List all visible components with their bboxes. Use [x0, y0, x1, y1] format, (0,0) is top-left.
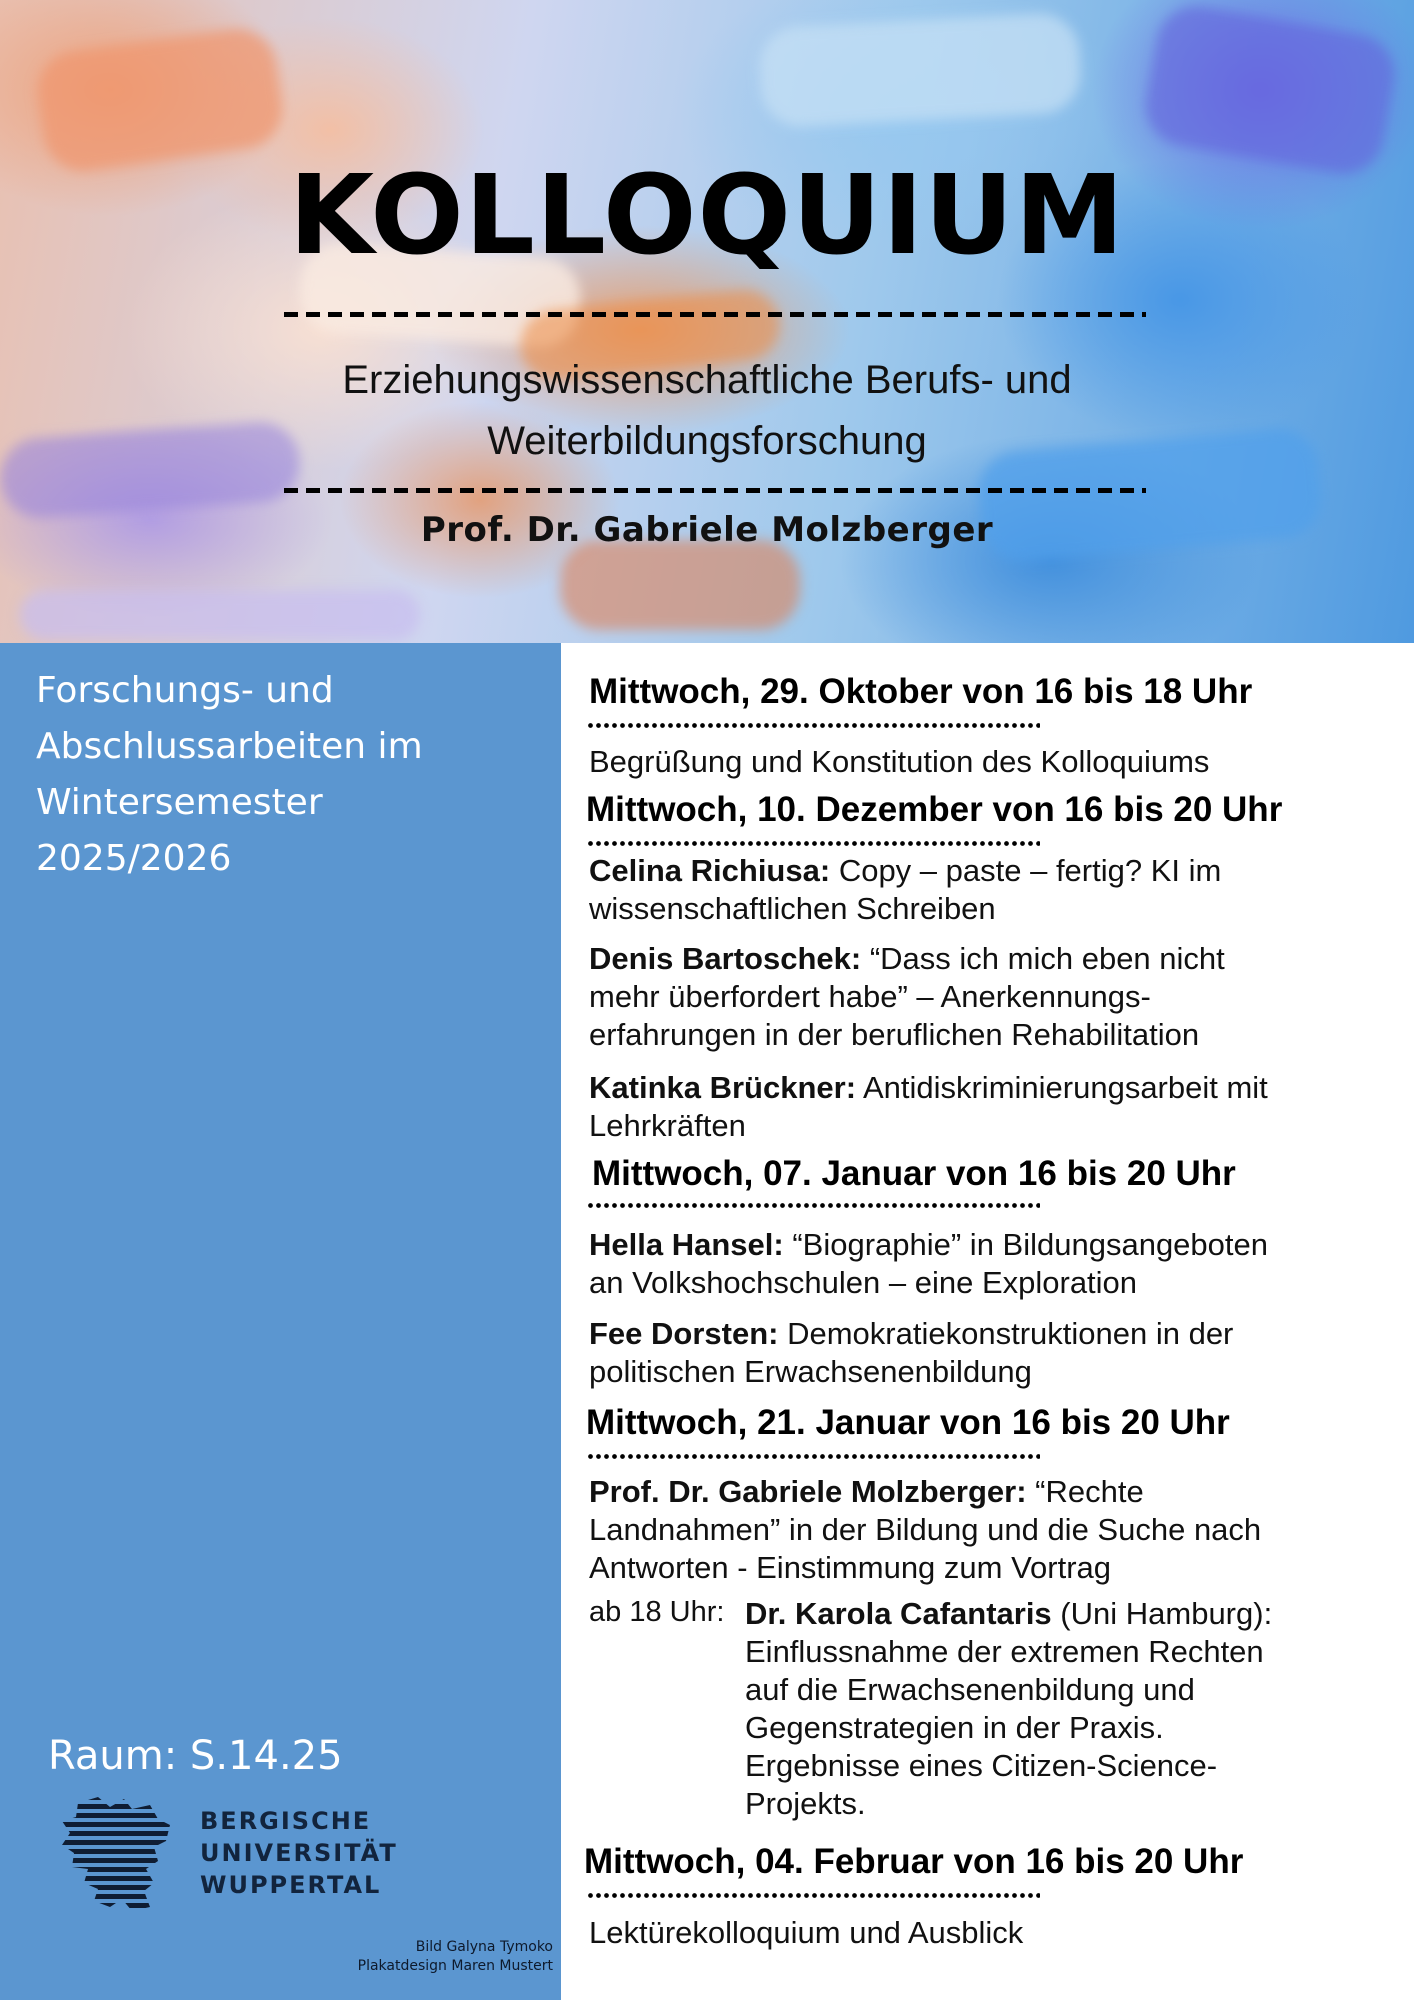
- talk-title: mehr überfordert habe” – Anerkennungs-: [589, 979, 1151, 1014]
- lion-logo-icon: [58, 1795, 176, 1915]
- talk-entry: [589, 1069, 1389, 1145]
- talk-title: Demokratiekonstruktionen in der: [787, 1316, 1234, 1351]
- date-underline: [588, 841, 1040, 846]
- talk-title: wissenschaftlichen Schreiben: [589, 891, 996, 926]
- date-underline: [588, 723, 1040, 728]
- subtitle-line-2: Weiterbildungsforschung: [487, 419, 927, 463]
- keynote-speaker: Dr. Karola Cafantaris: [745, 1596, 1052, 1631]
- university-name: [200, 1805, 398, 1901]
- university-line: BERGISCHE: [200, 1807, 372, 1835]
- credit-image: Bild Galyna Tymoko: [415, 1939, 553, 1955]
- credits: [358, 1938, 553, 1976]
- talk-title: “Dass ich mich eben nicht: [869, 941, 1225, 976]
- talk-title: Landnahmen” in der Bildung und die Suche nach: [589, 1512, 1262, 1547]
- poster-subtitle: [0, 350, 1414, 472]
- session-date: Mittwoch, 29. Oktober von 16 bis 18 Uhr: [589, 672, 1253, 711]
- header-banner: [0, 0, 1414, 643]
- credit-design: Plakatdesign Maren Mustert: [357, 1958, 553, 1974]
- keynote-title: Einflussnahme der extremen Rechten: [745, 1634, 1264, 1669]
- intro-line: Forschungs- und: [36, 670, 334, 711]
- talk-title: “Biographie” in Bildungsangeboten: [792, 1227, 1268, 1262]
- sidebar: [0, 643, 561, 2000]
- talk-speaker: Celina Richiusa:: [589, 853, 831, 888]
- talk-entry: [589, 1226, 1389, 1302]
- talk-title: Antidiskriminierungsarbeit mit: [862, 1070, 1268, 1105]
- talk-title: Antworten - Einstimmung zum Vortrag: [589, 1550, 1112, 1585]
- talk-entry: [589, 940, 1389, 1054]
- talk-entry: [589, 1473, 1389, 1587]
- keynote-title: auf die Erwachsenenbildung und: [745, 1672, 1195, 1707]
- date-underline: [588, 1454, 1040, 1459]
- session-date: Mittwoch, 04. Februar von 16 bis 20 Uhr: [584, 1842, 1244, 1881]
- talk-entry: [589, 1315, 1389, 1391]
- keynote-title: Gegenstrategien in der Praxis.: [745, 1710, 1164, 1745]
- divider-top: [284, 312, 1146, 317]
- keynote-title: Projekts.: [745, 1786, 866, 1821]
- session-date: Mittwoch, 21. Januar von 16 bis 20 Uhr: [586, 1403, 1230, 1442]
- talk-speaker: Denis Bartoschek:: [589, 941, 862, 976]
- subtitle-line-1: Erziehungswissenschaftliche Berufs- und: [342, 358, 1072, 402]
- university-line: UNIVERSITÄT: [200, 1839, 398, 1867]
- talk-title: “Rechte: [1035, 1474, 1144, 1509]
- session-date: Mittwoch, 07. Januar von 16 bis 20 Uhr: [592, 1154, 1236, 1193]
- divider-bottom: [284, 488, 1146, 493]
- intro-line: Wintersemester: [36, 782, 323, 823]
- talk-title: erfahrungen in der beruflichen Rehabilitation: [589, 1017, 1200, 1052]
- room-label: Raum: S.14.25: [48, 1733, 343, 1779]
- talk-title: an Volkshochschulen – eine Exploration: [589, 1265, 1138, 1300]
- session-date: Mittwoch, 10. Dezember von 16 bis 20 Uhr: [586, 790, 1283, 829]
- talk-speaker: Hella Hansel:: [589, 1227, 784, 1262]
- evening-time-label: ab 18 Uhr:: [589, 1596, 725, 1628]
- keynote-entry: [745, 1595, 1385, 1823]
- session-topic: Begrüßung und Konstitution des Kolloquiums: [589, 744, 1210, 779]
- professor-name: Prof. Dr. Gabriele Molzberger: [420, 510, 994, 550]
- talk-speaker: Prof. Dr. Gabriele Molzberger:: [589, 1474, 1027, 1509]
- talk-title: politischen Erwachsenenbildung: [589, 1354, 1032, 1389]
- university-line: WUPPERTAL: [200, 1871, 382, 1899]
- talk-title: Lehrkräften: [589, 1108, 746, 1143]
- talk-title: Copy – paste – fertig? KI im: [838, 853, 1222, 888]
- keynote-title: Ergebnisse eines Citizen-Science-: [745, 1748, 1218, 1783]
- semester-intro: [36, 663, 536, 887]
- intro-line: 2025/2026: [36, 838, 232, 879]
- intro-line: Abschlussarbeiten im: [36, 726, 423, 767]
- talk-speaker: Fee Dorsten:: [589, 1316, 779, 1351]
- session-topic: Lektürekolloquium und Ausblick: [589, 1915, 1024, 1950]
- keynote-affiliation: (Uni Hamburg):: [1060, 1596, 1273, 1631]
- date-underline: [588, 1203, 1040, 1208]
- poster-title: KOLLOQUIUM: [288, 151, 1126, 279]
- date-underline: [588, 1893, 1040, 1898]
- talk-entry: [589, 852, 1389, 928]
- talk-speaker: Katinka Brückner:: [589, 1070, 857, 1105]
